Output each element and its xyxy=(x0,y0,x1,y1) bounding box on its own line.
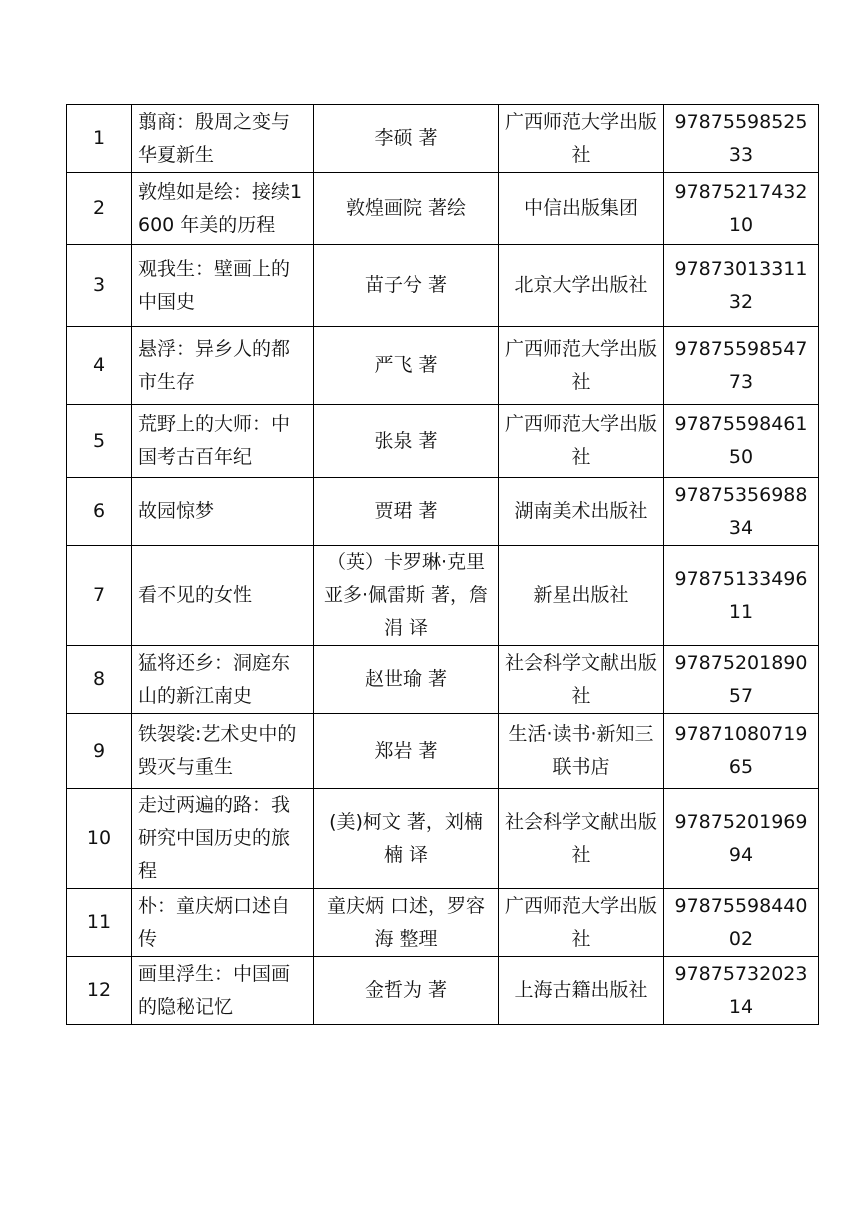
book-isbn: 9787301331132 xyxy=(664,245,819,327)
book-title: 铁袈裟:艺术史中的毁灭与重生 xyxy=(132,714,314,789)
book-title: 朴：童庆炳口述自传 xyxy=(132,889,314,957)
row-number: 11 xyxy=(67,889,132,957)
book-isbn: 9787520189057 xyxy=(664,646,819,714)
table-row xyxy=(67,889,819,957)
book-title: 画里浮生：中国画的隐秘记忆 xyxy=(132,957,314,1025)
row-number: 3 xyxy=(67,245,132,327)
row-number: 6 xyxy=(67,478,132,546)
book-author: 苗子兮 著 xyxy=(314,245,499,327)
book-isbn: 9787559846150 xyxy=(664,405,819,478)
book-isbn: 9787559844002 xyxy=(664,889,819,957)
table-row xyxy=(67,173,819,245)
book-publisher: 广西师范大学出版社 xyxy=(499,105,664,173)
book-isbn: 9787520196994 xyxy=(664,789,819,889)
row-number: 12 xyxy=(67,957,132,1025)
book-author: 童庆炳 口述，罗容海 整理 xyxy=(314,889,499,957)
book-author: 郑岩 著 xyxy=(314,714,499,789)
book-isbn: 9787108071965 xyxy=(664,714,819,789)
row-number: 1 xyxy=(67,105,132,173)
row-number: 9 xyxy=(67,714,132,789)
book-author: 李硕 著 xyxy=(314,105,499,173)
book-title: 荒野上的大师：中国考古百年纪 xyxy=(132,405,314,478)
book-author: 贾珺 著 xyxy=(314,478,499,546)
book-publisher: 湖南美术出版社 xyxy=(499,478,664,546)
book-publisher: 中信出版集团 xyxy=(499,173,664,245)
book-title: 翦商：殷周之变与华夏新生 xyxy=(132,105,314,173)
book-publisher: 社会科学文献出版社 xyxy=(499,646,664,714)
book-publisher: 新星出版社 xyxy=(499,546,664,646)
book-author: 敦煌画院 著绘 xyxy=(314,173,499,245)
book-publisher: 生活·读书·新知三联书店 xyxy=(499,714,664,789)
book-isbn: 9787513349611 xyxy=(664,546,819,646)
book-author: (美)柯文 著，刘楠楠 译 xyxy=(314,789,499,889)
book-author: 金哲为 著 xyxy=(314,957,499,1025)
book-author: 严飞 著 xyxy=(314,327,499,405)
table-row xyxy=(67,327,819,405)
book-isbn: 9787535698834 xyxy=(664,478,819,546)
row-number: 2 xyxy=(67,173,132,245)
table-row xyxy=(67,714,819,789)
book-list-table xyxy=(66,104,819,1025)
table-row xyxy=(67,789,819,889)
table-row xyxy=(67,546,819,646)
table-row xyxy=(67,646,819,714)
row-number: 4 xyxy=(67,327,132,405)
row-number: 8 xyxy=(67,646,132,714)
table-row xyxy=(67,405,819,478)
book-publisher: 广西师范大学出版社 xyxy=(499,327,664,405)
book-author: 张泉 著 xyxy=(314,405,499,478)
book-publisher: 上海古籍出版社 xyxy=(499,957,664,1025)
book-isbn: 9787559854773 xyxy=(664,327,819,405)
book-isbn: 9787521743210 xyxy=(664,173,819,245)
book-title: 猛将还乡：洞庭东山的新江南史 xyxy=(132,646,314,714)
book-publisher: 广西师范大学出版社 xyxy=(499,405,664,478)
row-number: 10 xyxy=(67,789,132,889)
book-title: 观我生：壁画上的中国史 xyxy=(132,245,314,327)
book-title: 故园惊梦 xyxy=(132,478,314,546)
book-publisher: 广西师范大学出版社 xyxy=(499,889,664,957)
book-title: 走过两遍的路：我研究中国历史的旅程 xyxy=(132,789,314,889)
book-title: 看不见的女性 xyxy=(132,546,314,646)
book-publisher: 北京大学出版社 xyxy=(499,245,664,327)
book-isbn: 9787559852533 xyxy=(664,105,819,173)
book-isbn: 9787573202314 xyxy=(664,957,819,1025)
table-row xyxy=(67,245,819,327)
table-row xyxy=(67,957,819,1025)
book-author: （英）卡罗琳·克里亚多·佩雷斯 著，詹涓 译 xyxy=(314,546,499,646)
book-publisher: 社会科学文献出版社 xyxy=(499,789,664,889)
table-row xyxy=(67,478,819,546)
book-title: 敦煌如是绘：接续1600 年美的历程 xyxy=(132,173,314,245)
table-row xyxy=(67,105,819,173)
book-title: 悬浮：异乡人的都市生存 xyxy=(132,327,314,405)
row-number: 5 xyxy=(67,405,132,478)
book-author: 赵世瑜 著 xyxy=(314,646,499,714)
row-number: 7 xyxy=(67,546,132,646)
